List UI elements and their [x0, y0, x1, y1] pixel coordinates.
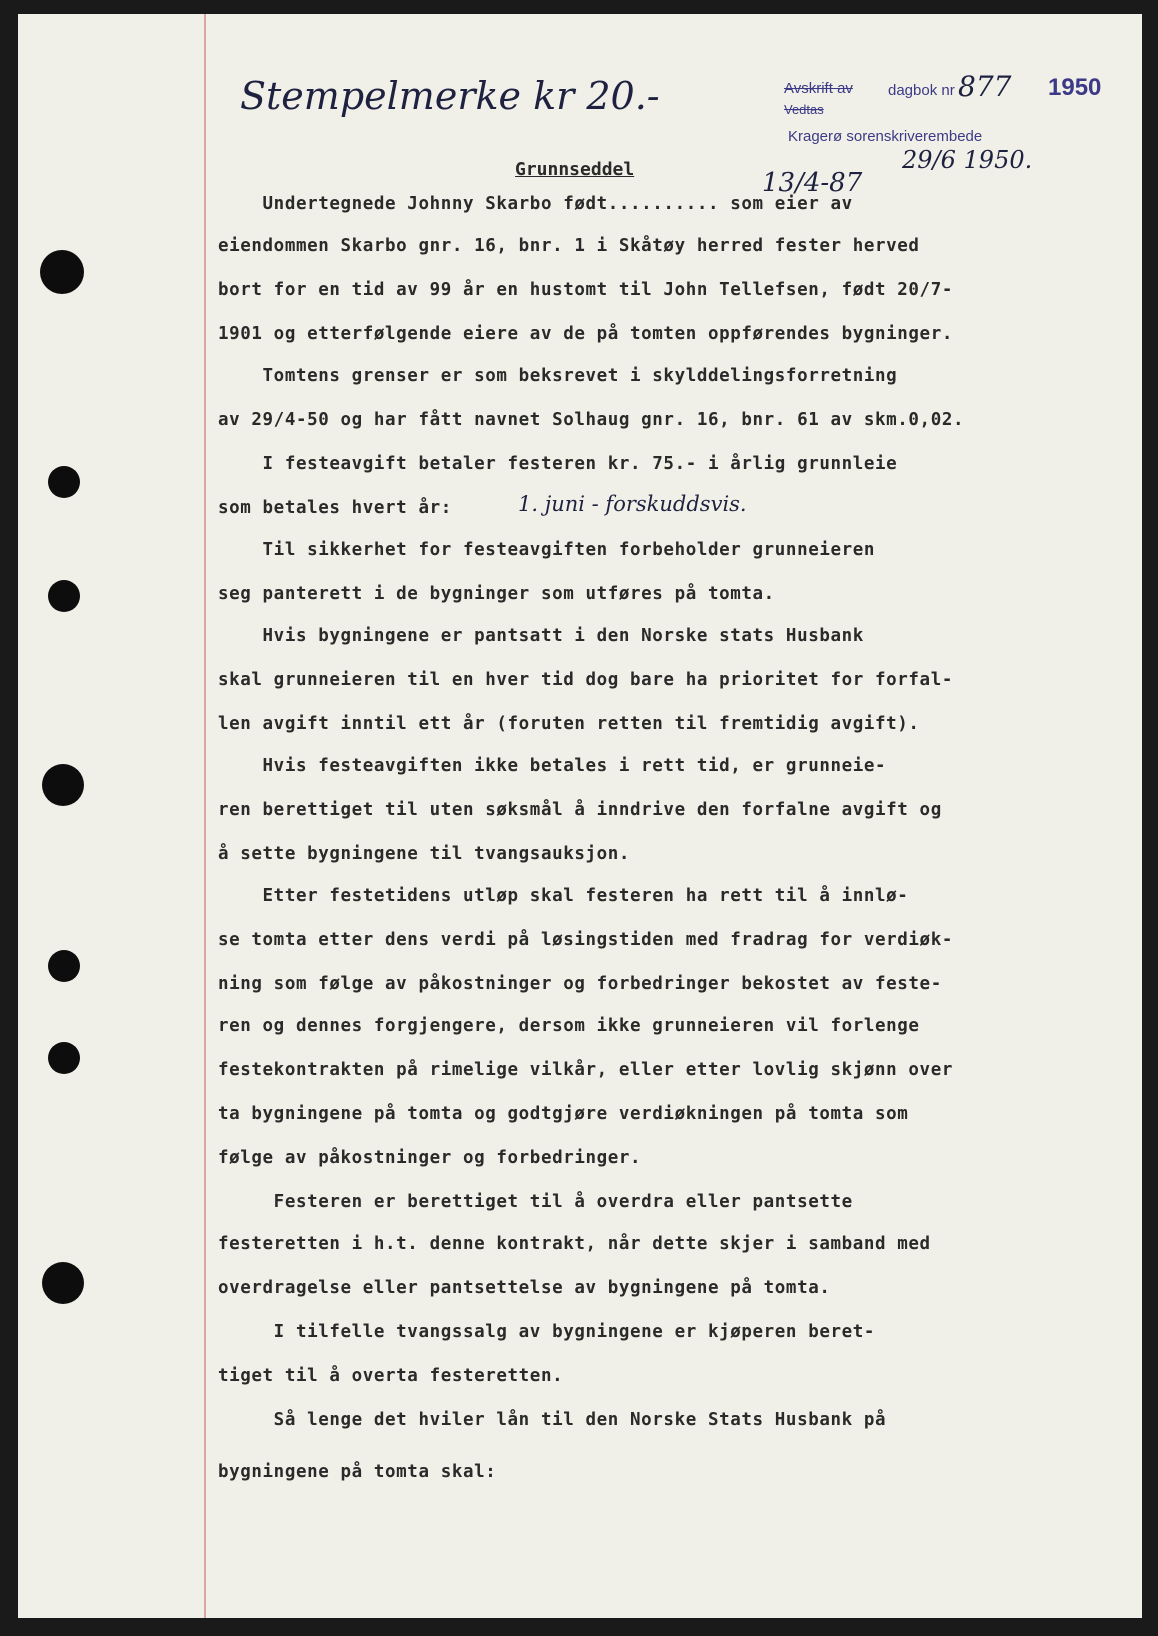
body-line: Tomtens grenser er som beksrevet i skylddelingsforretning — [218, 366, 898, 386]
body-line: 1901 og etterfølgende eiere av de på tomten oppførendes bygninger. — [218, 324, 953, 344]
body-line: å sette bygningene til tvangsauksjon. — [218, 844, 631, 864]
body-line: bygningene på tomta skal: — [218, 1462, 497, 1482]
birth-date-handwritten: 13/4-87 — [762, 168, 863, 198]
body-line: I tilfelle tvangssalg av bygningene er kjøperen beret- — [218, 1322, 876, 1342]
body-line: ren berettiget til uten søksmål å inndrive den forfalne avgift og — [218, 800, 942, 820]
body-line: Til sikkerhet for festeavgiften forbeholder grunneieren — [218, 540, 876, 560]
document-page — [18, 14, 1142, 1618]
punch-hole — [48, 950, 80, 982]
body-line: len avgift inntil ett år (foruten retten til fremtidig avgift). — [218, 714, 920, 734]
body-line: Hvis festeavgiften ikke betales i rett tid, er grunneie- — [218, 756, 887, 776]
body-line: ning som følge av påkostninger og forbedringer bekostet av feste- — [218, 974, 942, 994]
body-line: I festeavgift betaler festeren kr. 75.- i årlig grunnleie — [218, 454, 898, 474]
punch-hole — [48, 1042, 80, 1074]
body-line: Så lenge det hviler lån til den Norske Stats Husbank på — [218, 1410, 887, 1430]
body-line: ta bygningene på tomta og godtgjøre verdiøkningen på tomta som — [218, 1104, 909, 1124]
body-line: skal grunneieren til en hver tid dog bare ha prioritet for forfal- — [218, 670, 953, 690]
punch-hole — [42, 1262, 84, 1304]
punch-hole — [42, 764, 84, 806]
stamp-duty-note: Stempelmerke kr 20.- — [240, 74, 660, 118]
body-line: Festeren er berettiget til å overdra eller pantsette — [218, 1192, 853, 1212]
body-line: ren og dennes forgjengere, dersom ikke grunneieren vil forlenge — [218, 1016, 920, 1036]
stamp-dagbok-number: 877 — [958, 70, 1012, 103]
body-line: følge av påkostninger og forbedringer. — [218, 1148, 642, 1168]
body-line: festeretten i h.t. denne kontrakt, når dette skjer i samband med — [218, 1234, 931, 1254]
body-line: overdragelse eller pantsettelse av bygningene på tomta. — [218, 1278, 831, 1298]
stamp-year: 1950 — [1048, 74, 1102, 101]
punch-hole — [48, 580, 80, 612]
body-line: seg panterett i de bygninger som utføres på tomta. — [218, 584, 775, 604]
body-line: festekontrakten på rimelige vilkår, eller etter lovlig skjønn over — [218, 1060, 953, 1080]
body-line: Etter festetidens utløp skal festeren ha rett til å innlø- — [218, 886, 909, 906]
punch-hole — [48, 466, 80, 498]
body-line: eiendommen Skarbo gnr. 16, bnr. 1 i Skåtøy herred fester herved — [218, 236, 920, 256]
document-title: Grunnseddel — [515, 159, 635, 180]
margin-rule — [204, 14, 206, 1618]
punch-hole — [40, 250, 84, 294]
body-line: bort for en tid av 99 år en hustomt til John Tellefsen, født 20/7- — [218, 280, 953, 300]
stamp-dagbok-label: dagbok nr — [888, 82, 955, 99]
stamp-line1: Avskrift av — [784, 80, 853, 97]
payment-terms-handwritten: 1. juni - forskuddsvis. — [518, 492, 747, 516]
body-line: Undertegnede Johnny Skarbo født.......... som eier av — [218, 194, 853, 214]
body-line: tiget til å overta festeretten. — [218, 1366, 564, 1386]
stamp-line2: Vedtas — [784, 102, 824, 117]
body-line: som betales hvert år: 1. juni - forskuddsvis. — [218, 492, 747, 518]
body-line: Hvis bygningene er pantsatt i den Norske stats Husbank — [218, 626, 864, 646]
body-line: av 29/4-50 og har fått navnet Solhaug gnr. 16, bnr. 61 av skm.0,02. — [218, 410, 965, 430]
body-line: se tomta etter dens verdi på løsingstiden med fradrag for verdiøk- — [218, 930, 953, 950]
stamp-office: Kragerø sorenskriverembede — [788, 128, 983, 145]
stamp-date: 29/6 1950. — [902, 146, 1033, 174]
